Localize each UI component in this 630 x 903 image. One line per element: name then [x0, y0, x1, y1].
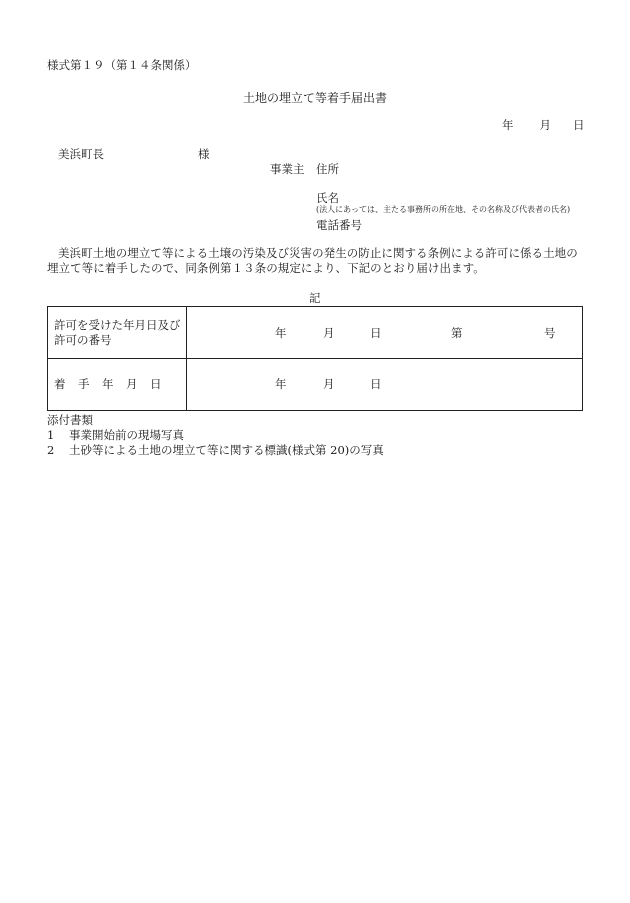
- table-row-divider: [48, 358, 582, 359]
- applicant-name-label: 氏名: [316, 191, 339, 205]
- start-date-label-char: 日: [150, 377, 162, 391]
- start-date-label-char: 年: [102, 377, 114, 391]
- applicant-address-label: 住所: [316, 162, 339, 176]
- details-table: [47, 306, 583, 411]
- attachment-text: 事業開始前の現場写真: [69, 428, 184, 442]
- permit-number-prefix: 第: [451, 326, 463, 340]
- date-day-label: 日: [573, 118, 585, 132]
- start-month-label: 月: [323, 377, 335, 391]
- date-year-label: 年: [502, 118, 514, 132]
- attachments-title: 添付書類: [47, 413, 93, 427]
- permit-year-label: 年: [275, 326, 287, 340]
- permit-month-label: 月: [323, 326, 335, 340]
- applicant-phone-label: 電話番号: [316, 218, 362, 232]
- table-column-divider: [186, 307, 187, 410]
- start-date-label-char: 手: [78, 377, 90, 391]
- ki-heading: 記: [309, 291, 321, 305]
- start-year-label: 年: [275, 377, 287, 391]
- permit-label: 許可を受けた年月日及び許可の番号: [54, 318, 181, 347]
- applicant-role: 事業主: [270, 162, 305, 176]
- attachment-number: 2: [47, 443, 55, 457]
- permit-number-suffix: 号: [544, 326, 556, 340]
- attachment-item: [47, 443, 384, 457]
- start-day-label: 日: [370, 377, 382, 391]
- applicant-name-note: (法人にあっては、主たる事務所の所在地、その名称及び代表者の氏名): [316, 205, 571, 214]
- start-date-label-char: 月: [126, 377, 138, 391]
- addressee-honorific: 様: [198, 147, 210, 161]
- body-text: 美浜町土地の埋立て等による土壌の汚染及び災害の発生の防止に関する条例による許可に係る土地の埋立て等に着手したので、同条例第１３条の規定により、下記のとおり届け出ます。: [47, 246, 578, 275]
- start-date-label: [54, 377, 174, 391]
- date-line: [502, 118, 585, 132]
- document-title: 土地の埋立て等着手届出書: [242, 91, 387, 105]
- attachment-item: [47, 428, 184, 442]
- start-date-label-char: 着: [54, 377, 66, 391]
- attachment-text: 土砂等による土地の埋立て等に関する標識(様式第 20)の写真: [69, 443, 384, 457]
- addressee-name: 美浜町長: [58, 147, 104, 161]
- body-paragraph: [47, 246, 587, 276]
- form-number: 様式第１９（第１４条関係）: [47, 58, 197, 72]
- permit-day-label: 日: [370, 326, 382, 340]
- attachment-number: 1: [47, 428, 55, 442]
- date-month-label: 月: [539, 118, 551, 132]
